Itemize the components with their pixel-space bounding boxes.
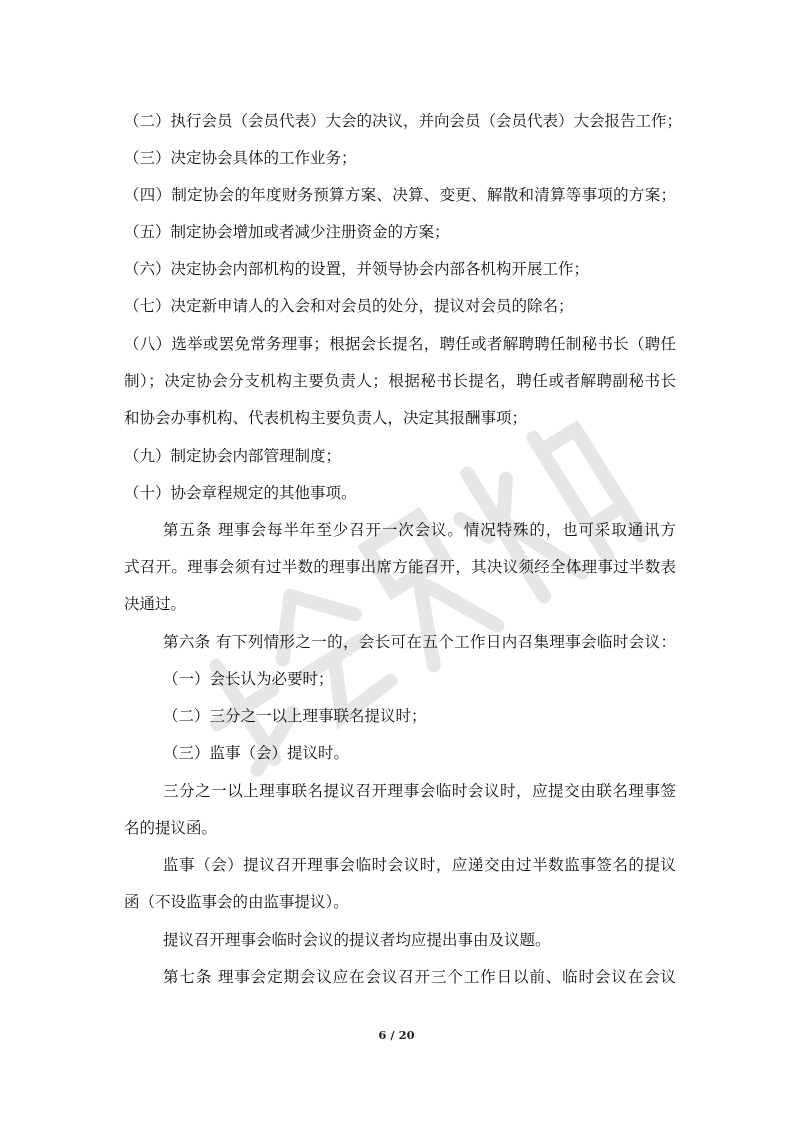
text-line: 三分之一以上理事联名提议召开理事会临时会议时，应提交由联名理事签	[163, 782, 676, 800]
text-line: 监事（会）提议召开理事会临时会议时，应递交由过半数监事签名的提议	[163, 856, 676, 874]
text-line: 提议召开理事会临时会议的提议者均应提出事由及议题。	[163, 931, 551, 949]
text-line: （三）监事（会）提议时。	[163, 744, 350, 762]
text-line: （二）三分之一以上理事联名提议时；	[163, 707, 427, 725]
text-line: 决通过。	[124, 595, 187, 613]
text-line: （十）协会章程规定的其他事项。	[124, 484, 357, 502]
text-line: （三）决定协会具体的工作业务；	[124, 149, 357, 167]
text-line: （八）选举或罢免常务理事；根据会长提名，聘任或者解聘聘任制秘书长（聘任	[124, 335, 676, 353]
article-heading-line: 第七条 理事会定期会议应在会议召开三个工作日以前、临时会议在会议	[163, 968, 676, 986]
text-line: 制）；决定协会分支机构主要负责人；根据秘书长提名，聘任或者解聘副秘书长	[124, 372, 676, 390]
text-line: （七）决定新申请人的入会和对会员的处分，提议对会员的除名；	[124, 297, 574, 315]
text-line: 式召开。理事会须有过半数的理事出席方能召开，其决议须经全体理事过半数表	[124, 558, 676, 576]
text-line: 名的提议函。	[124, 819, 218, 837]
article-heading-line: 第六条 有下列情形之一的，会长可在五个工作日内召集理事会临时会议：	[163, 633, 676, 651]
page-number: 6 / 20	[378, 1028, 415, 1042]
text-line: 函（不设监事会的由监事提议）。	[124, 893, 349, 911]
text-line: （四）制定协会的年度财务预算方案、决算、变更、解散和清算等事项的方案；	[124, 186, 676, 204]
text-line: （二）执行会员（会员代表）大会的决议，并向会员（会员代表）大会报告工作；	[124, 112, 683, 130]
text-line: 和协会办事机构、代表机构主要负责人，决定其报酬事项；	[124, 409, 528, 427]
text-line: （一）会长认为必要时；	[163, 670, 334, 688]
text-line: （五）制定协会增加或者减少注册资金的方案；	[124, 223, 450, 241]
text-line: （九）制定协会内部管理制度；	[124, 447, 342, 465]
text-line: （六）决定协会内部机构的设置，并领导协会内部各机构开展工作；	[124, 260, 590, 278]
article-heading-line: 第五条 理事会每半年至少召开一次会议。情况特殊的，也可采取通讯方	[163, 521, 676, 539]
